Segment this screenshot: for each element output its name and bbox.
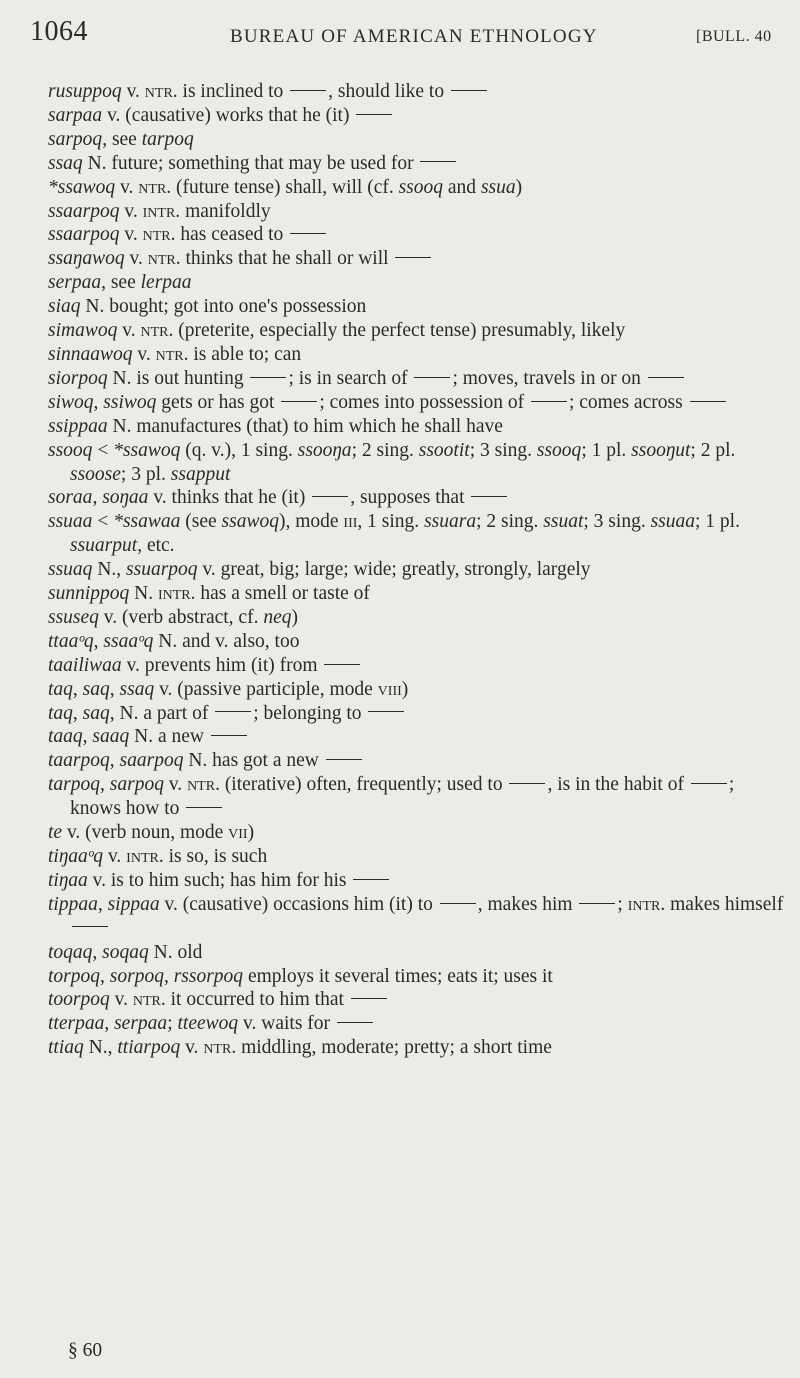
dictionary-entry: [48, 200, 788, 224]
headword: simawoq: [48, 320, 118, 342]
definition-text: , N. a part of: [109, 702, 214, 724]
form-word: ssua: [480, 176, 516, 198]
form-word: ssuaa: [650, 511, 696, 533]
headword: taaq: [48, 726, 83, 748]
definition-text: , see: [102, 128, 142, 150]
form-word: ssapput: [170, 463, 231, 485]
definition-text: N. has got a new: [183, 750, 324, 772]
form-word: saaq: [92, 726, 130, 748]
headword: tiŋaa: [48, 869, 88, 891]
definition-text: v.: [119, 224, 143, 246]
blank-dash: [186, 807, 222, 808]
blank-dash: [351, 998, 387, 999]
dictionary-entry: [48, 606, 788, 630]
form-word: neq: [263, 606, 292, 628]
dictionary-entry: [48, 152, 788, 176]
form-word: ssooq: [398, 176, 444, 198]
grammar-abbrev: intr.: [142, 200, 181, 222]
form-word: sorpoq: [109, 965, 164, 987]
blank-dash: [72, 926, 108, 927]
definition-text: N. manufactures (that) to him which he shall have: [107, 415, 503, 437]
definition-text: <: [92, 439, 114, 461]
headword: ssooq: [48, 439, 93, 461]
blank-dash: [579, 903, 615, 904]
definition-text: v. (passive participle, mode: [154, 678, 378, 700]
definition-text: ;: [167, 1013, 178, 1035]
definition-text: <: [92, 511, 114, 533]
headword: ssuaa: [48, 511, 93, 533]
definition-text: v.: [117, 320, 141, 342]
form-word: tteewoq: [177, 1013, 239, 1035]
headword: rusuppoq: [48, 81, 122, 102]
dictionary-entry: [48, 104, 788, 128]
grammar-abbrev: ntr.: [142, 224, 176, 246]
definition-text: N. bought; got into one's possession: [80, 296, 367, 318]
form-word: ssooq: [536, 439, 582, 461]
dictionary-entry: [48, 80, 788, 104]
definition-text: ; 3 pl.: [120, 463, 171, 485]
definition-text: v.: [119, 200, 143, 222]
definition-text: ; knows how to: [70, 774, 735, 820]
grammar-abbrev: ntr.: [140, 320, 174, 342]
form-word: rssorpoq: [173, 965, 244, 987]
headword: tippaa: [48, 893, 98, 915]
definition-text: N.,: [92, 559, 127, 581]
blank-dash: [420, 161, 456, 162]
blank-dash: [326, 759, 362, 760]
definition-text: v.: [109, 989, 133, 1011]
headword: soraa: [48, 487, 93, 509]
blank-dash: [509, 783, 545, 784]
definition-text: ,: [82, 726, 93, 748]
definition-text: (preterite, especially the perfect tense) presumably, likely: [173, 320, 626, 342]
dictionary-entry: [48, 725, 788, 749]
definition-text: ,: [92, 941, 103, 963]
dictionary-entry: [48, 247, 788, 271]
grammar-abbrev: ntr.: [203, 1037, 237, 1059]
running-title: BUREAU OF AMERICAN ETHNOLOGY: [230, 26, 598, 47]
definition-text: ): [291, 606, 298, 628]
headword: ssaq: [48, 152, 83, 174]
definition-text: N. a new: [129, 726, 209, 748]
grammar-abbrev: viii: [377, 678, 402, 700]
definition-text: ; 2 pl.: [690, 439, 736, 461]
dictionary-entry: [48, 510, 788, 558]
headword: ttiaq: [48, 1037, 84, 1059]
form-word: ssuarpoq: [126, 559, 198, 581]
definition-text: , makes him: [477, 893, 578, 915]
dictionary-entry: [48, 1036, 788, 1060]
definition-text: is so, is such: [163, 846, 268, 867]
definition-text: v. (causative) occasions him (it) to: [159, 893, 438, 915]
definition-text: ; 3 sing.: [469, 439, 537, 461]
dictionary-entry: [48, 965, 788, 989]
form-word: ssoose: [70, 463, 121, 485]
dictionary-entry: [48, 391, 788, 415]
headword: siorpoq: [48, 367, 108, 389]
blank-dash: [250, 377, 286, 378]
blank-dash: [211, 735, 247, 736]
definition-text: v.: [132, 343, 156, 365]
grammar-abbrev: ntr.: [155, 343, 189, 365]
definition-text: ,: [72, 678, 83, 700]
definition-text: ,: [109, 750, 120, 772]
definition-text: N. old: [148, 941, 203, 963]
form-word: saarpoq: [119, 750, 184, 772]
headword: toorpoq: [48, 989, 110, 1011]
headword: ssaarpoq: [48, 224, 120, 246]
blank-dash: [324, 664, 360, 665]
definition-text: v.: [121, 81, 145, 102]
headword: ssuseq: [48, 606, 99, 628]
definition-text: N. future; something that may be used for: [82, 152, 419, 174]
blank-dash: [451, 90, 487, 91]
blank-dash: [215, 711, 251, 712]
definition-text: , 1 sing.: [357, 511, 425, 533]
form-word: ssuara: [424, 511, 477, 533]
definition-text: middling, moderate; pretty; a short time: [236, 1037, 552, 1059]
dictionary-entry: [48, 415, 788, 439]
grammar-abbrev: intr.: [126, 846, 164, 867]
form-word: ssuat: [543, 511, 584, 533]
headword: ssuaq: [48, 559, 93, 581]
definition-text: has ceased to: [175, 224, 289, 246]
form-word: lerpaa: [140, 272, 192, 294]
grammar-abbrev: intr.: [627, 893, 666, 915]
dictionary-entry: [48, 941, 788, 965]
dictionary-entry: [48, 630, 788, 654]
definition-text: and: [443, 176, 481, 198]
blank-dash: [290, 90, 326, 91]
definition-text: ; 2 sing.: [476, 511, 544, 533]
dictionary-entry: [48, 176, 788, 200]
form-word: saq: [82, 702, 110, 724]
form-word: soŋaa: [102, 487, 149, 509]
form-word: ssawoq: [221, 511, 279, 533]
dictionary-entry: [48, 271, 788, 295]
blank-dash: [368, 711, 404, 712]
blank-dash: [440, 903, 476, 904]
definition-text: , should like to: [328, 81, 449, 102]
definition-text: ), mode: [278, 511, 344, 533]
blank-dash: [471, 496, 507, 497]
definition-text: ,: [93, 391, 104, 413]
headword: ttaaᵒq: [48, 630, 94, 652]
headword: taq: [48, 678, 73, 700]
dictionary-entry: [48, 319, 788, 343]
dictionary-entry: [48, 821, 788, 845]
dictionary-entry: [48, 343, 788, 367]
definition-text: ; 1 pl.: [695, 511, 740, 533]
dictionary-entries: [48, 80, 788, 1060]
form-word: sarpoq: [109, 774, 164, 796]
definition-text: v.: [180, 1037, 204, 1059]
form-word: ssooŋut: [631, 439, 691, 461]
form-word: ssaaᵒq: [103, 630, 154, 652]
definition-text: v. waits for: [238, 1013, 335, 1035]
grammar-abbrev: vii: [228, 822, 248, 844]
form-word: ssiwoq: [103, 391, 157, 413]
grammar-abbrev: ntr.: [138, 176, 172, 198]
definition-text: it occurred to him that: [165, 989, 349, 1011]
dictionary-entry: [48, 773, 788, 821]
definition-text: ; 3 sing.: [583, 511, 651, 533]
definition-text: v.: [124, 248, 148, 270]
dictionary-entry: [48, 223, 788, 247]
definition-text: has a smell or taste of: [195, 583, 370, 605]
blank-dash: [353, 879, 389, 880]
blank-dash: [312, 496, 348, 497]
headword: taailiwaa: [48, 654, 122, 676]
form-word: tarpoq: [141, 128, 194, 150]
definition-text: ,: [104, 1013, 115, 1035]
definition-text: employs it several times; eats it; uses it: [243, 965, 553, 987]
definition-text: v.: [103, 846, 127, 867]
headword: siwoq: [48, 391, 94, 413]
headword: sinnaawoq: [48, 343, 133, 365]
definition-text: (see: [180, 511, 222, 533]
form-word: sippaa: [107, 893, 160, 915]
definition-text: ): [515, 176, 523, 198]
grammar-abbrev: ntr.: [187, 774, 220, 796]
blank-dash: [281, 401, 317, 402]
definition-text: v. thinks that he (it): [148, 487, 311, 509]
definition-text: ,: [163, 965, 174, 987]
definition-text: ,: [72, 702, 83, 724]
blank-dash: [356, 114, 392, 115]
bulletin-label: [BULL. 40: [696, 28, 772, 45]
headword: taarpoq: [48, 750, 110, 772]
definition-text: ,: [93, 630, 104, 652]
definition-text: N. is out hunting: [107, 367, 249, 389]
form-word: saq: [82, 678, 110, 700]
dictionary-entry: [48, 893, 788, 941]
definition-text: makes himself: [665, 893, 784, 915]
blank-dash: [395, 257, 431, 258]
definition-text: ;: [617, 893, 628, 915]
definition-text: N.: [129, 583, 158, 605]
form-word: ssuarput: [70, 535, 138, 557]
dictionary-entry: [48, 558, 788, 582]
dictionary-entry: [48, 845, 788, 869]
definition-text: ,: [92, 487, 103, 509]
definition-text: ,: [97, 893, 108, 915]
dictionary-entry: [48, 749, 788, 773]
headword: tiŋaaᵒq: [48, 846, 104, 867]
definition-text: N.,: [83, 1037, 118, 1059]
definition-text: ,: [100, 965, 110, 987]
definition-text: is able to; can: [188, 343, 302, 365]
headword: te: [48, 822, 63, 844]
definition-text: v. (verb abstract, cf.: [98, 606, 264, 628]
definition-text: ; moves, travels in or on: [452, 367, 646, 389]
headword: sarpoq: [48, 128, 103, 150]
definition-text: ; belonging to: [253, 702, 367, 724]
headword: serpaa: [48, 272, 102, 294]
headword: sunnippoq: [48, 583, 130, 605]
form-word: ssaq: [119, 678, 155, 700]
dictionary-entry: [48, 295, 788, 319]
definition-text: ; 1 pl.: [581, 439, 632, 461]
grammar-abbrev: ntr.: [147, 248, 181, 270]
grammar-abbrev: intr.: [157, 583, 196, 605]
blank-dash: [531, 401, 567, 402]
grammar-abbrev: iii: [343, 511, 358, 533]
definition-text: N. and v. also, too: [153, 630, 300, 652]
blank-dash: [414, 377, 450, 378]
form-word: *ssawaa: [113, 511, 181, 533]
blank-dash: [290, 233, 326, 234]
form-word: ssooŋa: [297, 439, 352, 461]
form-word: serpaa: [114, 1013, 168, 1035]
definition-text: ; 2 sing.: [351, 439, 419, 461]
form-word: ssootit: [418, 439, 470, 461]
definition-text: ): [401, 678, 409, 700]
definition-text: ; is in search of: [288, 367, 413, 389]
grammar-abbrev: ntr.: [144, 81, 178, 102]
headword: ssaŋawoq: [48, 248, 125, 270]
headword: siaq: [48, 296, 81, 318]
dictionary-entry: [48, 367, 788, 391]
form-word: *ssawoq: [113, 439, 181, 461]
definition-text: v. prevents him (it) from: [121, 654, 323, 676]
dictionary-entry: [48, 486, 788, 510]
page-number: 1064: [30, 16, 88, 47]
headword: torpoq: [48, 965, 101, 987]
definition-text: , supposes that: [350, 487, 470, 509]
blank-dash: [690, 401, 726, 402]
form-word: soqaq: [102, 941, 149, 963]
definition-text: v. is to him such; has him for his: [87, 869, 352, 891]
definition-text: ): [247, 822, 255, 844]
definition-text: ; comes across: [568, 391, 688, 413]
definition-text: (future tense) shall, will (cf.: [171, 176, 399, 198]
form-word: ttiarpoq: [117, 1037, 181, 1059]
dictionary-entry: [48, 128, 788, 152]
definition-text: ; comes into possession of: [319, 391, 529, 413]
definition-text: v.: [163, 774, 188, 796]
definition-text: , etc.: [137, 535, 175, 557]
section-footer: § 60: [68, 1340, 103, 1361]
definition-text: ,: [100, 774, 110, 796]
dictionary-entry: [48, 988, 788, 1012]
headword: toqaq: [48, 941, 93, 963]
definition-text: (iterative) often, frequently; used to: [219, 774, 508, 796]
definition-text: v. great, big; large; wide; greatly, strongly, largely: [197, 559, 591, 581]
dictionary-entry: [48, 582, 788, 606]
definition-text: v. (causative) works that he (it): [102, 104, 355, 126]
dictionary-entry: [48, 654, 788, 678]
blank-dash: [691, 783, 727, 784]
definition-text: thinks that he shall or will: [180, 248, 394, 270]
headword: ssippaa: [48, 415, 108, 437]
definition-text: (q. v.), 1 sing.: [180, 439, 298, 461]
grammar-abbrev: ntr.: [132, 989, 166, 1011]
definition-text: v. (verb noun, mode: [62, 822, 229, 844]
definition-text: gets or has got: [156, 391, 280, 413]
dictionary-entry: [48, 678, 788, 702]
definition-text: is inclined to: [177, 81, 289, 102]
blank-dash: [648, 377, 684, 378]
headword: ssaarpoq: [48, 200, 120, 222]
blank-dash: [337, 1022, 373, 1023]
definition-text: , is in the habit of: [547, 774, 689, 796]
definition-text: ,: [109, 678, 120, 700]
headword: tterpaa: [48, 1013, 105, 1035]
definition-text: , see: [101, 272, 141, 294]
headword: taq: [48, 702, 73, 724]
headword: sarpaa: [48, 104, 103, 126]
dictionary-entry: [48, 439, 788, 487]
dictionary-entry: [48, 702, 788, 726]
headword: tarpoq: [48, 774, 101, 796]
dictionary-entry: [48, 869, 788, 893]
definition-text: v.: [115, 176, 139, 198]
headword: *ssawoq: [48, 176, 116, 198]
dictionary-entry: [48, 1012, 788, 1036]
definition-text: manifoldly: [180, 200, 271, 222]
